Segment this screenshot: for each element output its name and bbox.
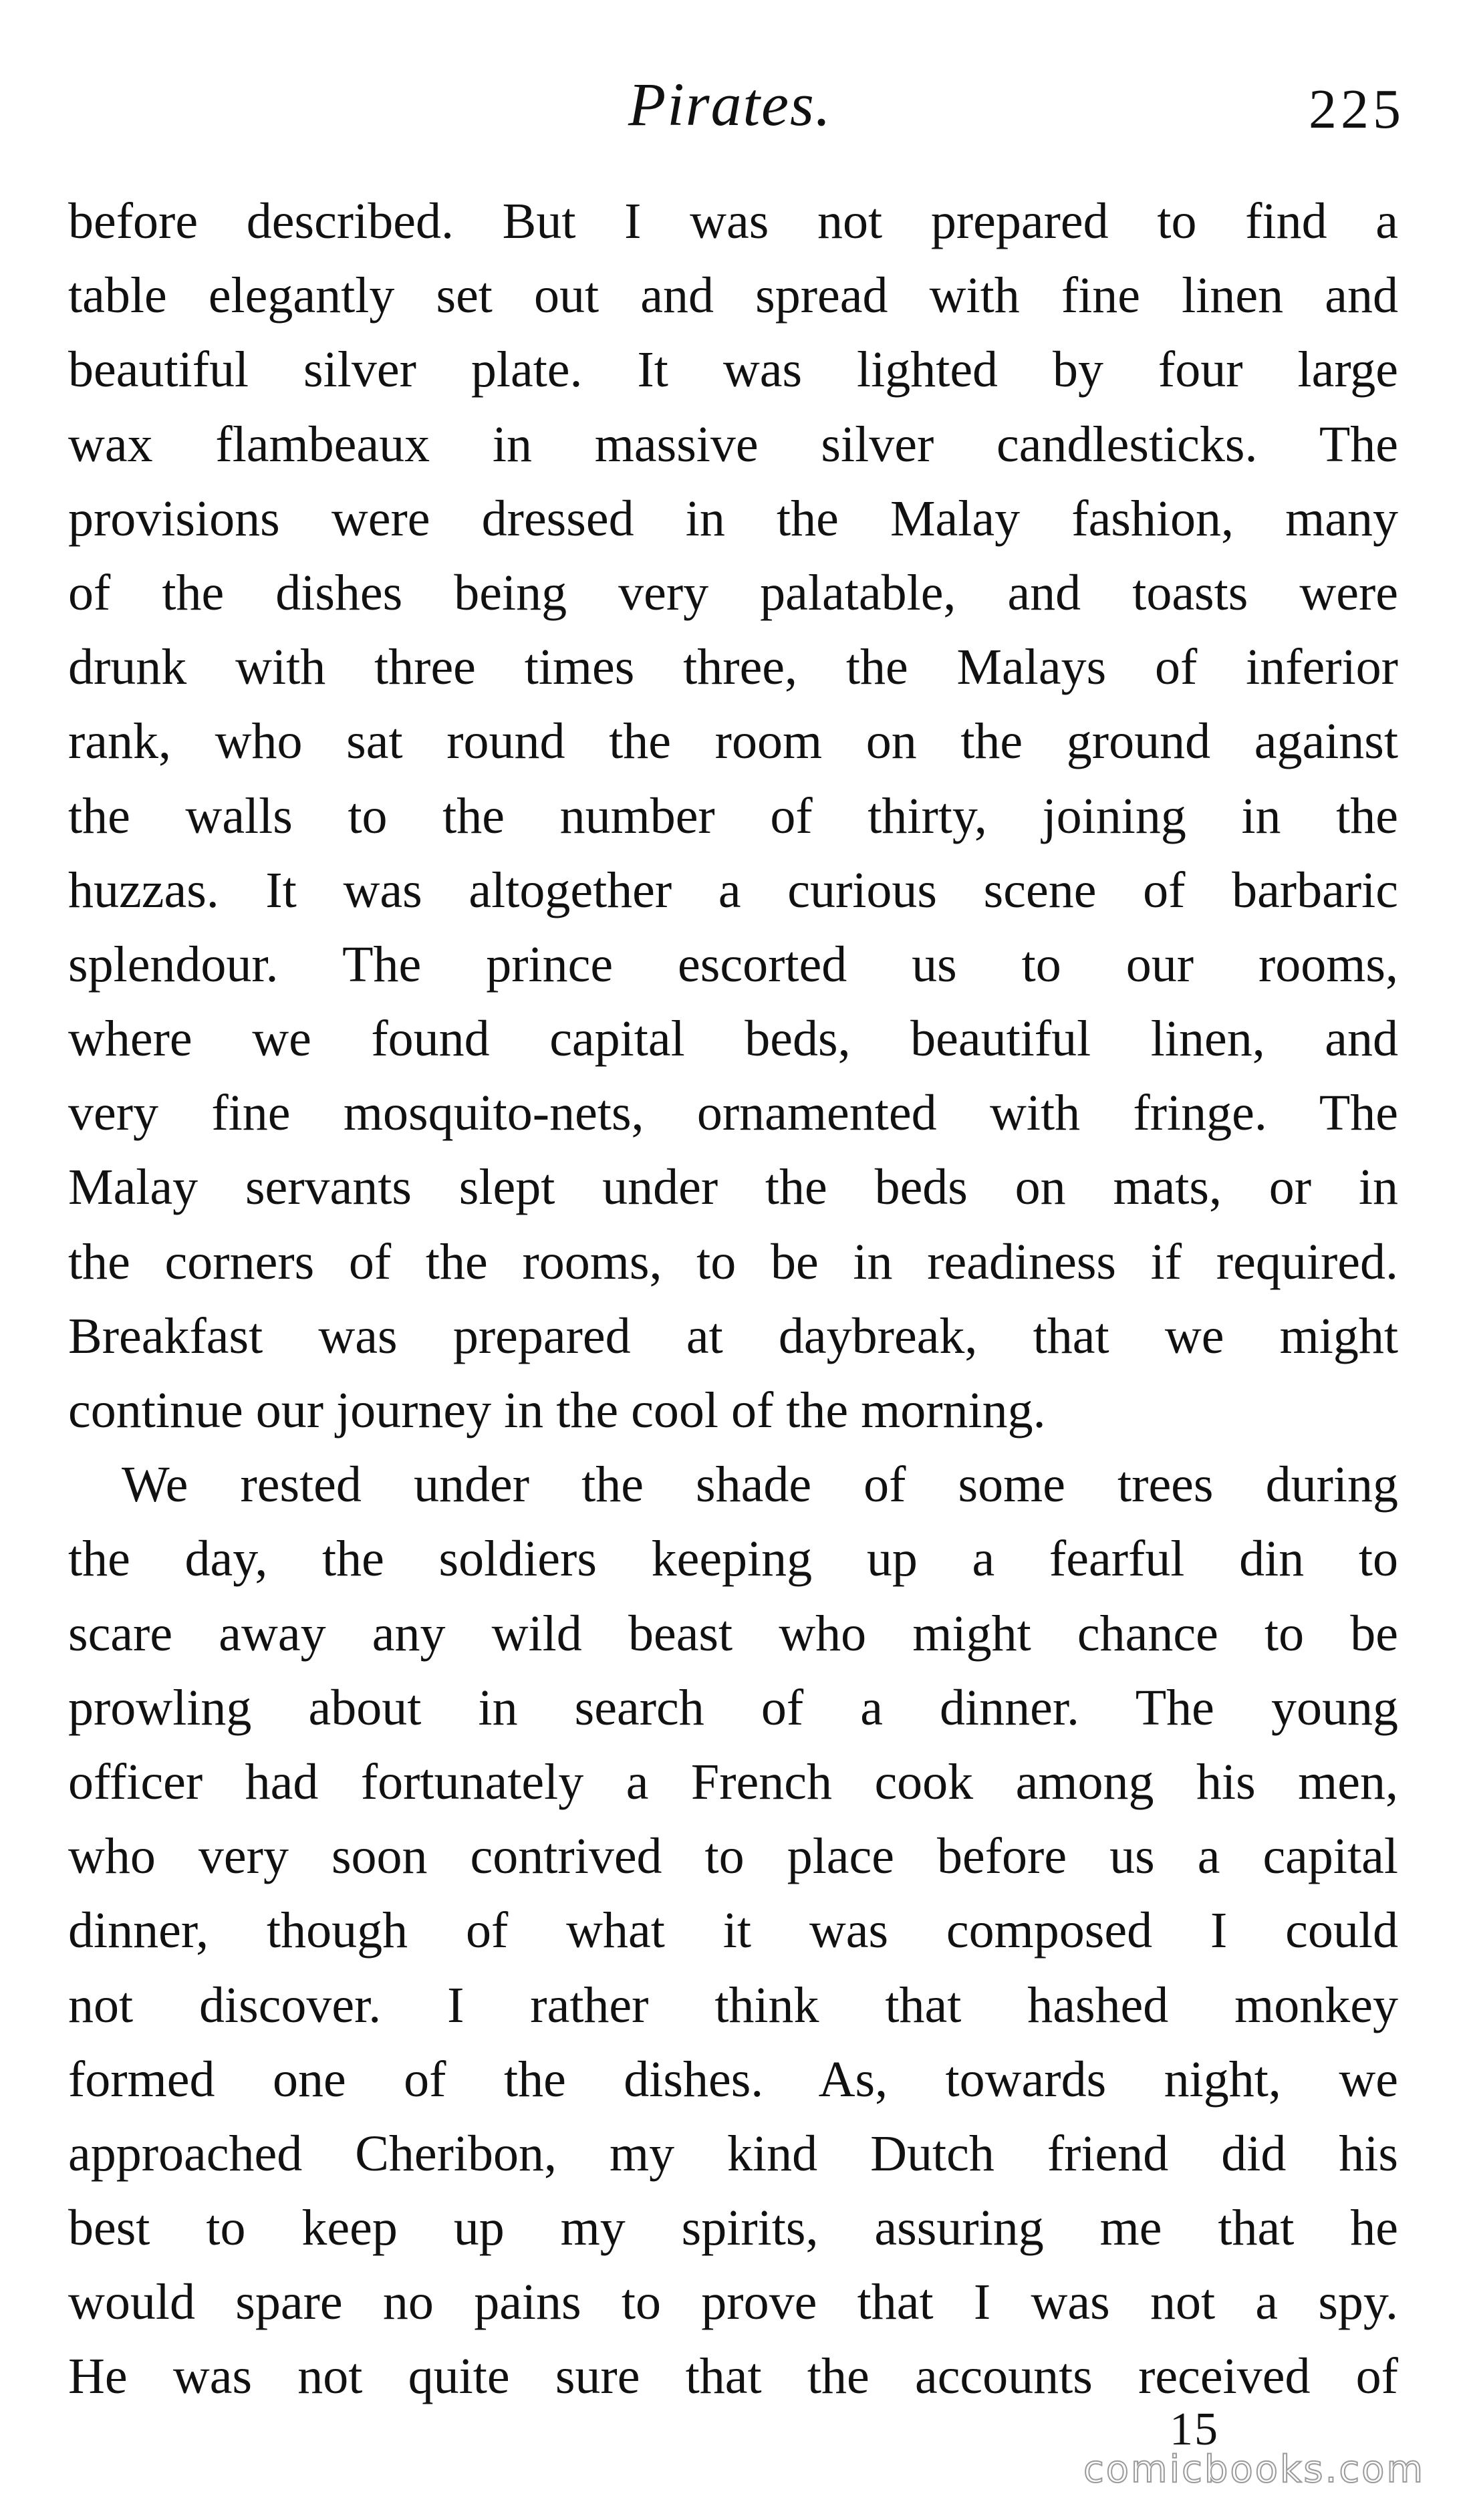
text-line: of the dishes being very palatable, and toasts were — [68, 564, 1398, 621]
text-line: before described. But I was not prepared to find a — [68, 193, 1398, 249]
text-line: best to keep up my spirits, assuring me that he — [68, 2200, 1398, 2257]
text-line: the walls to the number of thirty, joining in the — [68, 787, 1398, 844]
text-line: not discover. I rather think that hashed monkey — [68, 1977, 1398, 2033]
running-head — [0, 64, 1465, 144]
text-line: We rested under the shade of some trees during — [122, 1457, 1398, 1513]
text-line: the corners of the rooms, to be in readiness if required. — [68, 1233, 1398, 1290]
watermark: comicbooks.com — [1083, 2448, 1425, 2491]
text-line: approached Cheribon, my kind Dutch friend did his — [68, 2125, 1398, 2182]
text-line: officer had fortunately a French cook among his men, — [68, 1753, 1398, 1810]
text-line: rank, who sat round the room on the ground against — [68, 713, 1398, 770]
text-line: the day, the soldiers keeping up a fearful din to — [68, 1531, 1398, 1588]
body-text — [68, 184, 1398, 2414]
text-line: Malay servants slept under the beds on mats, or in — [68, 1159, 1398, 1216]
text-line: scare away any wild beast who might chance to be — [68, 1605, 1398, 1662]
running-title: Pirates. — [628, 70, 832, 138]
text-line: where we found capital beds, beautiful linen, and — [68, 1011, 1398, 1067]
text-line: table elegantly set out and spread with fine linen and — [68, 267, 1398, 324]
text-line: formed one of the dishes. As, towards night, we — [68, 2051, 1398, 2108]
text-line: drunk with three times three, the Malays of inferior — [68, 639, 1398, 696]
text-line: Breakfast was prepared at daybreak, that we might — [68, 1307, 1398, 1364]
signature-mark: 15 — [1170, 2404, 1219, 2455]
text-line: He was not quite sure that the accounts received of — [68, 2348, 1398, 2405]
text-line: would spare no pains to prove that I was not a spy. — [68, 2274, 1398, 2331]
text-line: prowling about in search of a dinner. The young — [68, 1679, 1398, 1736]
text-line: provisions were dressed in the Malay fashion, many — [68, 490, 1398, 547]
text-line: beautiful silver plate. It was lighted by four large — [68, 342, 1398, 398]
text-line: continue our journey in the cool of the morning. — [68, 1382, 1046, 1438]
text-line: splendour. The prince escorted us to our rooms, — [68, 936, 1398, 993]
text-line: huzzas. It was altogether a curious scene of barbaric — [68, 862, 1398, 918]
text-line: very fine mosquito-nets, ornamented with fringe. The — [68, 1085, 1398, 1142]
text-line: who very soon contrived to place before us a capital — [68, 1828, 1398, 1885]
text-line: wax flambeaux in massive silver candlesticks. The — [68, 416, 1398, 473]
text-line: dinner, though of what it was composed I could — [68, 1902, 1398, 1959]
page-number: 225 — [1309, 78, 1405, 140]
